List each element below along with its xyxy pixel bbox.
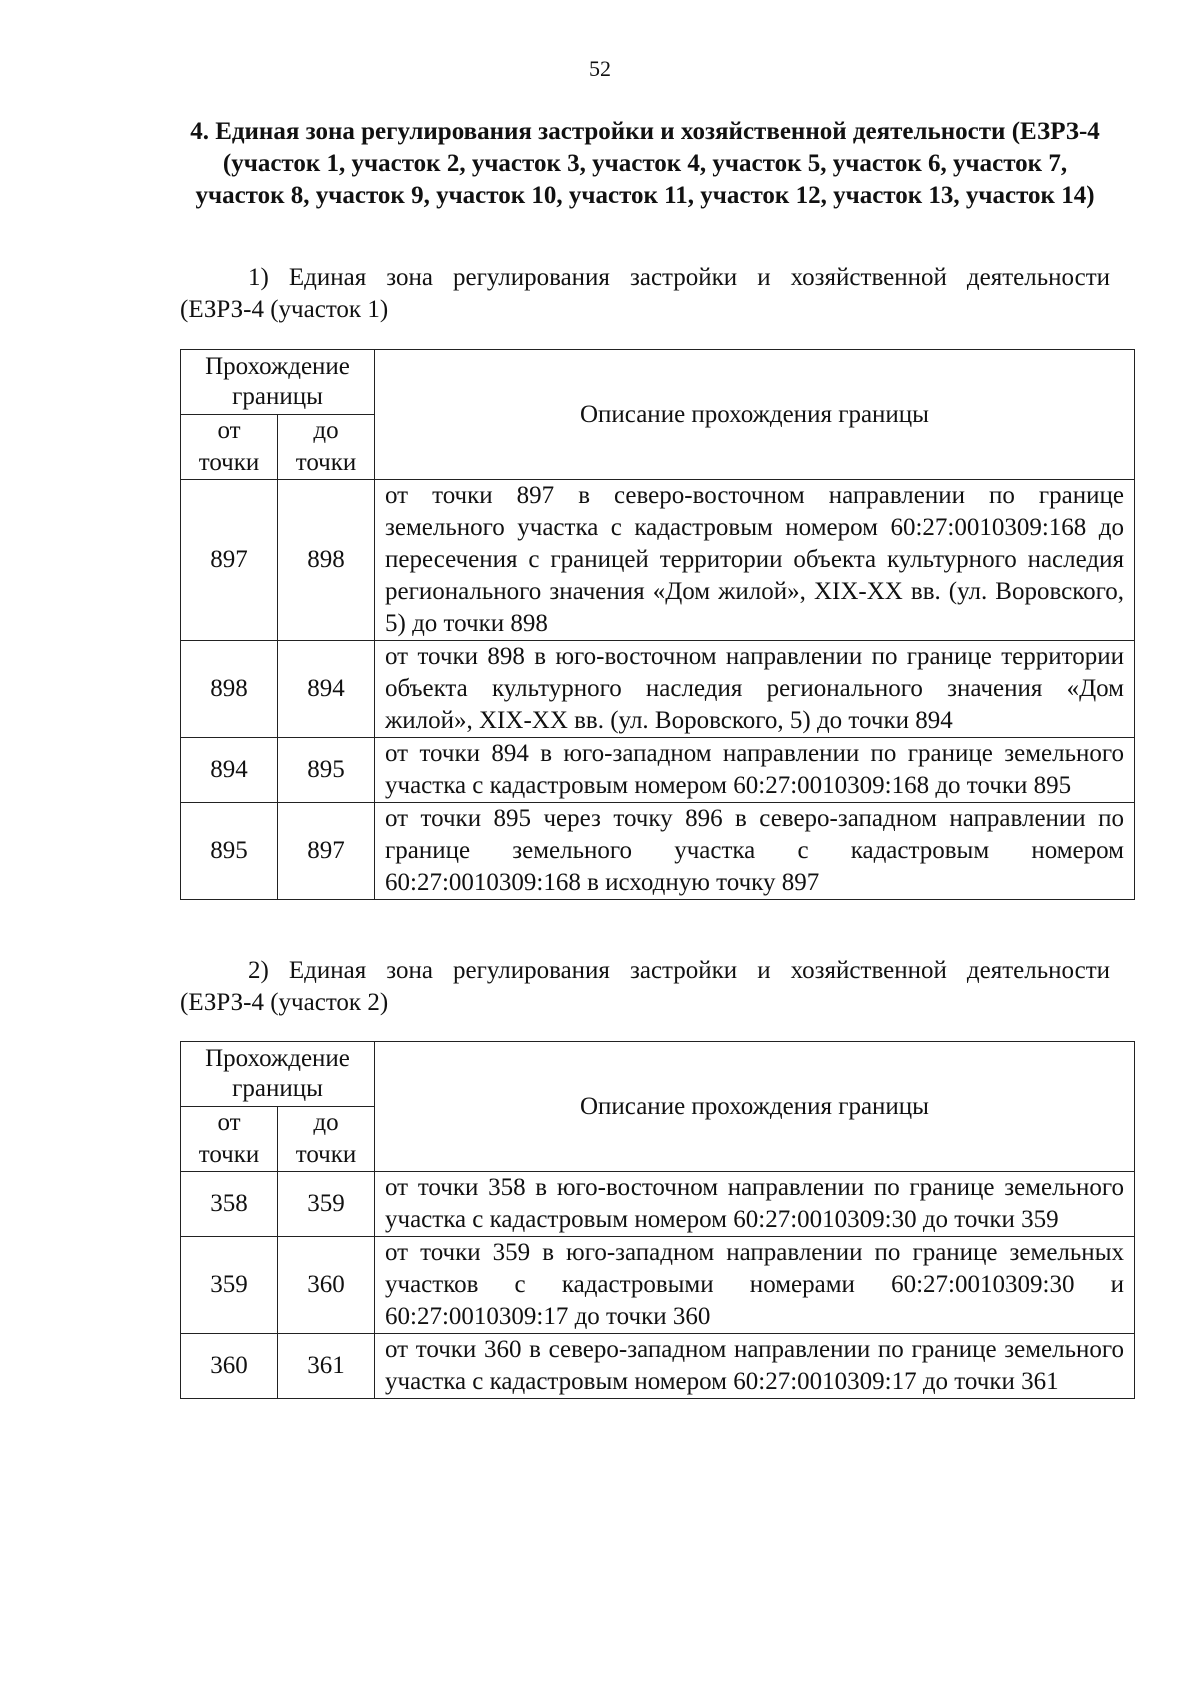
boundary-table-2: [180, 1041, 1135, 1399]
to-point: 894: [278, 641, 375, 738]
table-row: [181, 480, 1135, 641]
part-1-intro: [180, 262, 1110, 326]
from-point: 897: [181, 480, 278, 641]
part-1-intro-line2: (ЕЗРЗ-4 (участок 1): [180, 296, 389, 323]
from-point: 358: [181, 1172, 278, 1237]
from-point: 894: [181, 738, 278, 803]
part-2-intro-line2: (ЕЗРЗ-4 (участок 2): [180, 989, 389, 1016]
header-description: Описание прохождения границы: [375, 1042, 1135, 1172]
boundary-description: от точки 894 в юго-западном направлении по границе земельного участка с кадастровым номером 60:27:0010309:168 до точки 895: [375, 738, 1135, 803]
part-1-intro-line1: 1) Единая зона регулирования застройки и хозяйственной деятельности: [248, 264, 1110, 291]
table-row: [181, 1172, 1135, 1237]
from-point: 895: [181, 803, 278, 900]
header-group: Прохождение границы: [181, 1042, 375, 1107]
table-row: [181, 1334, 1135, 1399]
to-point: 897: [278, 803, 375, 900]
boundary-description: от точки 895 через точку 896 в северо-западном направлении по границе земельного участка с кадастровым номером 60:27:0010309:168 в исходную точку 897: [375, 803, 1135, 900]
section-title: 4. Единая зона регулирования застройки и хозяйственной деятельности (ЕЗРЗ-4 (участок 1, участок 2, участок 3, участок 4, участок 5, участок 6, участок 7, участок 8, участок 9, участок 10, участок 11, участок 12, участок 13, участок 14): [190, 118, 1100, 209]
part-2-intro: [180, 955, 1110, 1019]
part-2-intro-line1: 2) Единая зона регулирования застройки и хозяйственной деятельности: [248, 957, 1110, 984]
boundary-description: от точки 897 в северо-восточном направлении по границе земельного участка с кадастровым номером 60:27:0010309:168 до пересечения с границей территории объекта культурного наследия регионального значения «Дом жилой», XIX-XX вв. (ул. Воровского, 5) до точки 898: [375, 480, 1135, 641]
table-row: [181, 803, 1135, 900]
to-point: 361: [278, 1334, 375, 1399]
header-group: Прохождение границы: [181, 350, 375, 415]
boundary-description: от точки 359 в юго-западном направлении по границе земельных участков с кадастровыми номерами 60:27:0010309:30 и 60:27:0010309:17 до точки 360: [375, 1237, 1135, 1334]
boundary-description: от точки 898 в юго-восточном направлении по границе территории объекта культурного наследия регионального значения «Дом жилой», XIX-XX вв. (ул. Воровского, 5) до точки 894: [375, 641, 1135, 738]
boundary-description: от точки 358 в юго-восточном направлении по границе земельного участка с кадастровым номером 60:27:0010309:30 до точки 359: [375, 1172, 1135, 1237]
from-point: 898: [181, 641, 278, 738]
header-from: от точки: [181, 415, 278, 480]
header-to: до точки: [278, 415, 375, 480]
from-point: 360: [181, 1334, 278, 1399]
to-point: 359: [278, 1172, 375, 1237]
table-row: [181, 738, 1135, 803]
page-number: 52: [589, 56, 611, 81]
to-point: 360: [278, 1237, 375, 1334]
from-point: 359: [181, 1237, 278, 1334]
boundary-description: от точки 360 в северо-западном направлении по границе земельного участка с кадастровым номером 60:27:0010309:17 до точки 361: [375, 1334, 1135, 1399]
table-row: [181, 641, 1135, 738]
boundary-table-1: [180, 349, 1135, 900]
to-point: 898: [278, 480, 375, 641]
table-row: [181, 1237, 1135, 1334]
header-description: Описание прохождения границы: [375, 350, 1135, 480]
to-point: 895: [278, 738, 375, 803]
header-to: до точки: [278, 1107, 375, 1172]
header-from: от точки: [181, 1107, 278, 1172]
